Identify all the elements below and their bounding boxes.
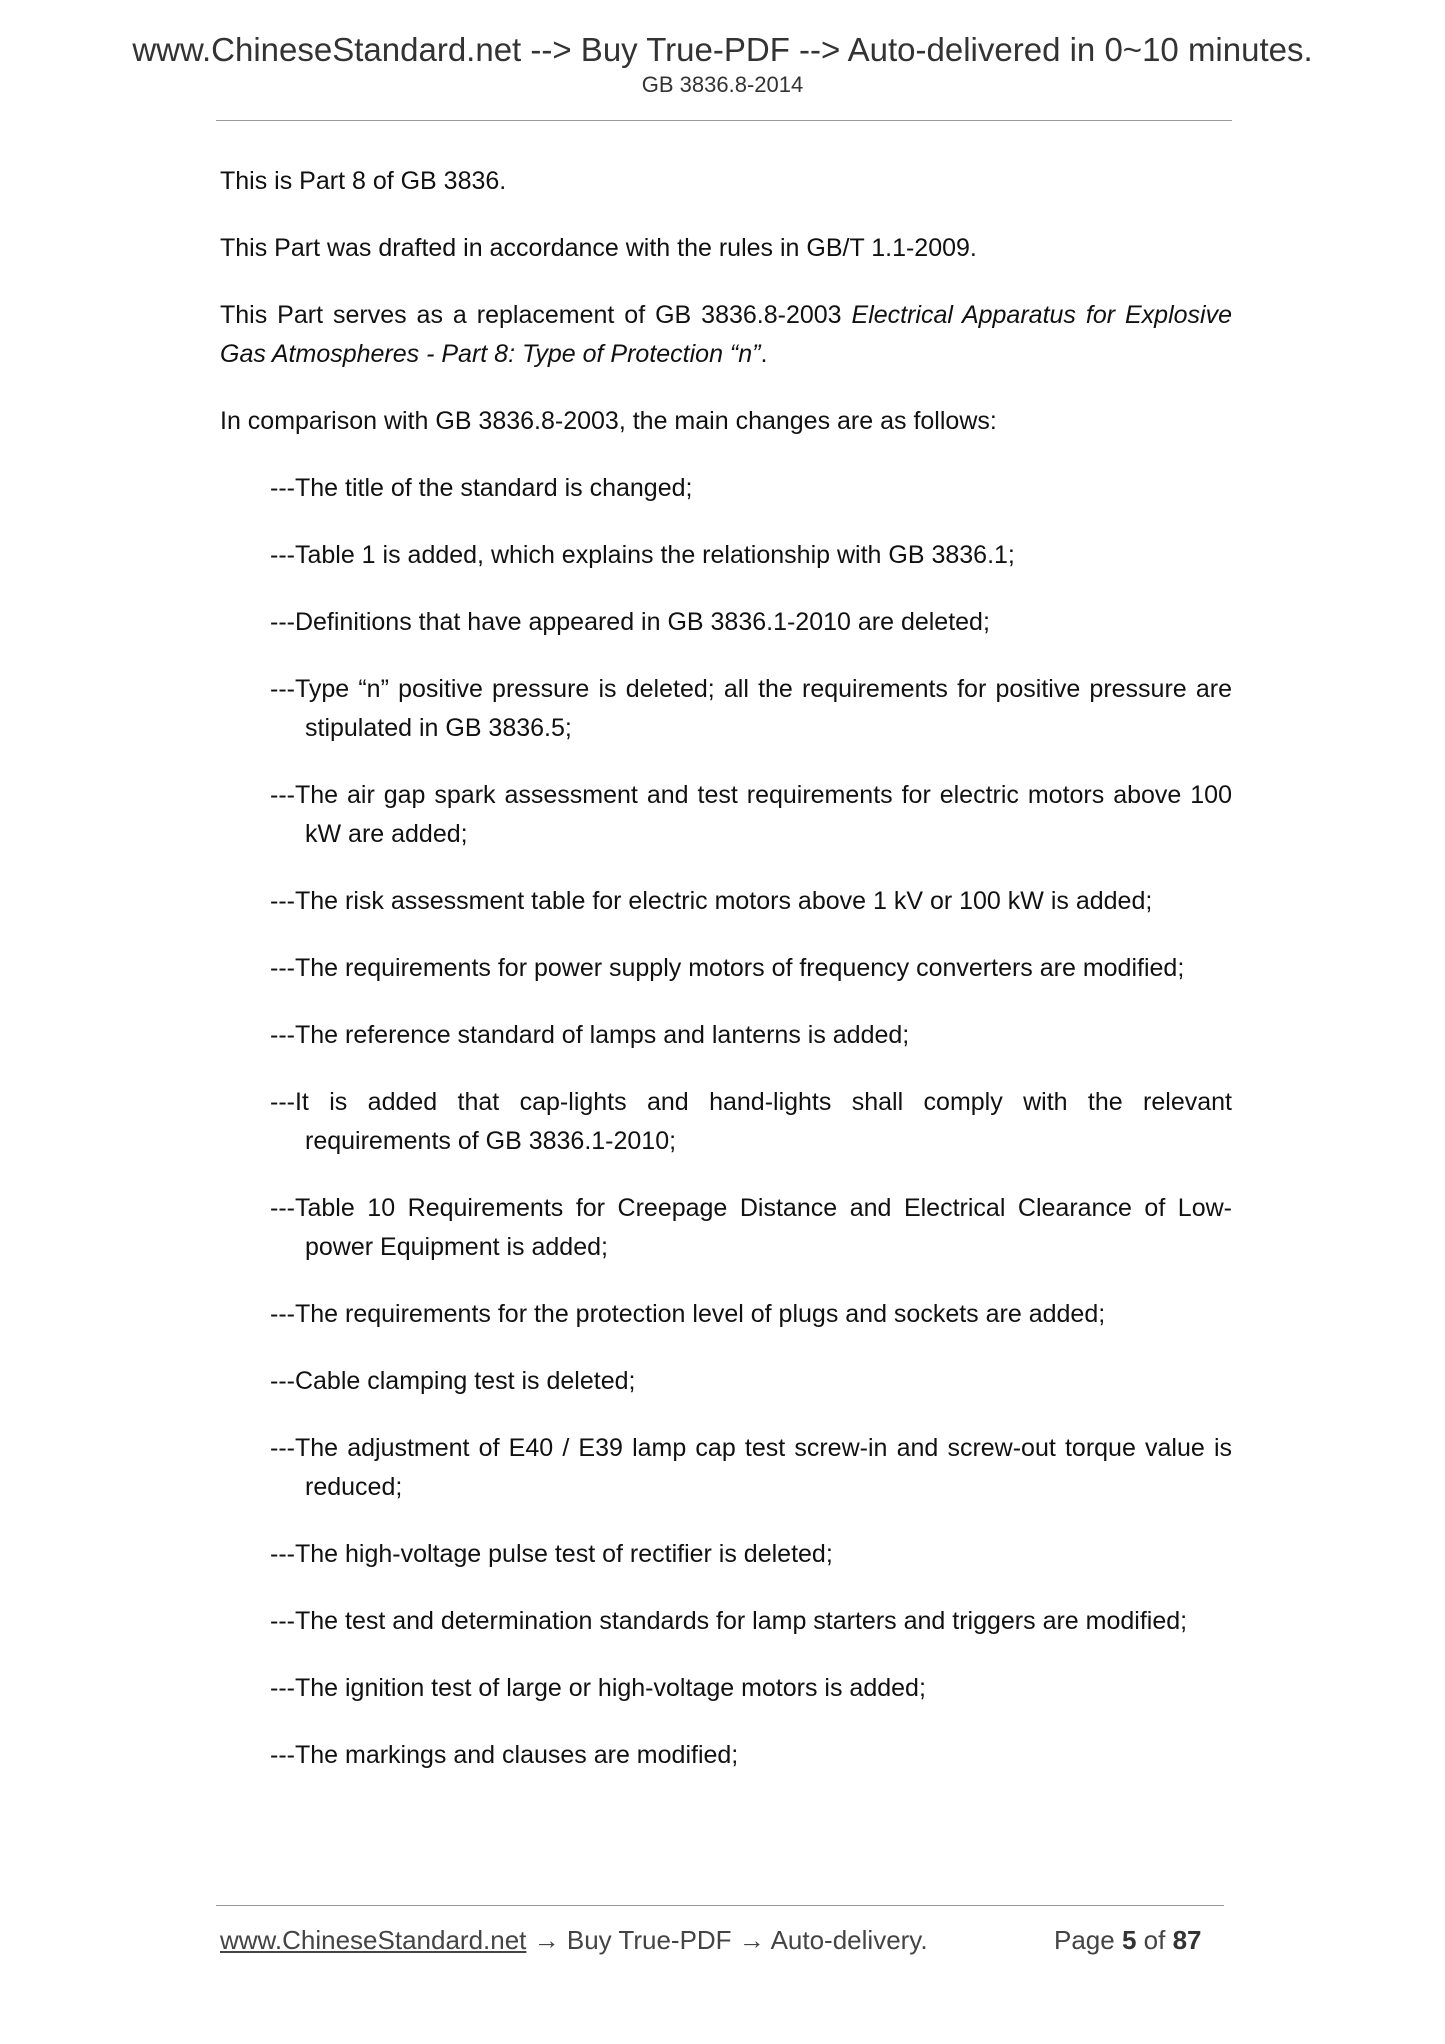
paragraph-drafting-rules: This Part was drafted in accordance with the rules in GB/T 1.1-2009.	[220, 234, 977, 262]
current-page-number: 5	[1121, 1925, 1137, 1955]
document-code: GB 3836.8-2014	[641, 72, 804, 97]
change-item: ---Definitions that have appeared in GB 3836.1-2010 are deleted;	[270, 608, 990, 636]
change-item: ---The test and determination standards for lamp starters and triggers are modified;	[270, 1607, 1188, 1635]
paragraph-changes-intro: In comparison with GB 3836.8-2003, the main changes are as follows:	[220, 407, 997, 435]
replacement-text: This Part serves as a replacement of GB 3836.8-2003	[220, 301, 852, 329]
footer-divider	[216, 1905, 1224, 1906]
change-item: ---The requirements for the protection level of plugs and sockets are added;	[270, 1300, 1106, 1328]
changes-list	[220, 469, 1232, 1775]
change-item: ---Type “n” positive pressure is deleted; all the requirements for positive pressure are stipulated in GB 3836.5;	[270, 675, 1232, 742]
site-banner: www.ChineseStandard.net --> Buy True-PDF --> Auto-delivered in 0~10 minutes.	[132, 31, 1313, 68]
change-item: ---It is added that cap-lights and hand-lights shall comply with the relevant requirements of GB 3836.1-2010;	[270, 1088, 1232, 1155]
footer-site-link[interactable]: www.ChineseStandard.net	[220, 1925, 527, 1955]
change-item: ---Table 1 is added, which explains the relationship with GB 3836.1;	[270, 541, 1015, 569]
change-item: ---The markings and clauses are modified;	[270, 1741, 739, 1769]
replacement-period: .	[760, 340, 768, 368]
change-item: ---Table 10 Requirements for Creepage Distance and Electrical Clearance of Low-power Equipment is added;	[270, 1194, 1232, 1261]
page-label: Page	[1054, 1925, 1115, 1955]
change-item: ---The adjustment of E40 / E39 lamp cap test screw-in and screw-out torque value is reduced;	[270, 1434, 1232, 1501]
footer-promo	[220, 1920, 928, 1960]
paragraph-part-intro: This is Part 8 of GB 3836.	[220, 167, 507, 195]
page-content	[220, 162, 1232, 1803]
change-item: ---The title of the standard is changed;	[270, 474, 693, 502]
page-indicator	[1054, 1920, 1202, 1960]
change-item: ---The air gap spark assessment and test requirements for electric motors above 100 kW are added;	[270, 781, 1232, 848]
change-item: ---The risk assessment table for electric motors above 1 kV or 100 kW is added;	[270, 887, 1153, 915]
change-item: ---The reference standard of lamps and lanterns is added;	[270, 1021, 910, 1049]
of-label: of	[1143, 1925, 1166, 1955]
change-item: ---The requirements for power supply motors of frequency converters are modified;	[270, 954, 1185, 982]
change-item: ---The ignition test of large or high-voltage motors is added;	[270, 1674, 926, 1702]
change-item: ---The high-voltage pulse test of rectifier is deleted;	[270, 1540, 833, 1568]
header-divider	[216, 120, 1232, 121]
replaced-standard-title: Electrical Apparatus for Explosive Gas Atmospheres - Part 8: Type of Protection “n”	[220, 301, 1232, 368]
total-page-count: 87	[1172, 1925, 1202, 1955]
change-item: ---Cable clamping test is deleted;	[270, 1367, 636, 1395]
paragraph-replacement	[220, 296, 1232, 374]
footer-promo-text: → Buy True-PDF → Auto-delivery.	[526, 1925, 928, 1955]
